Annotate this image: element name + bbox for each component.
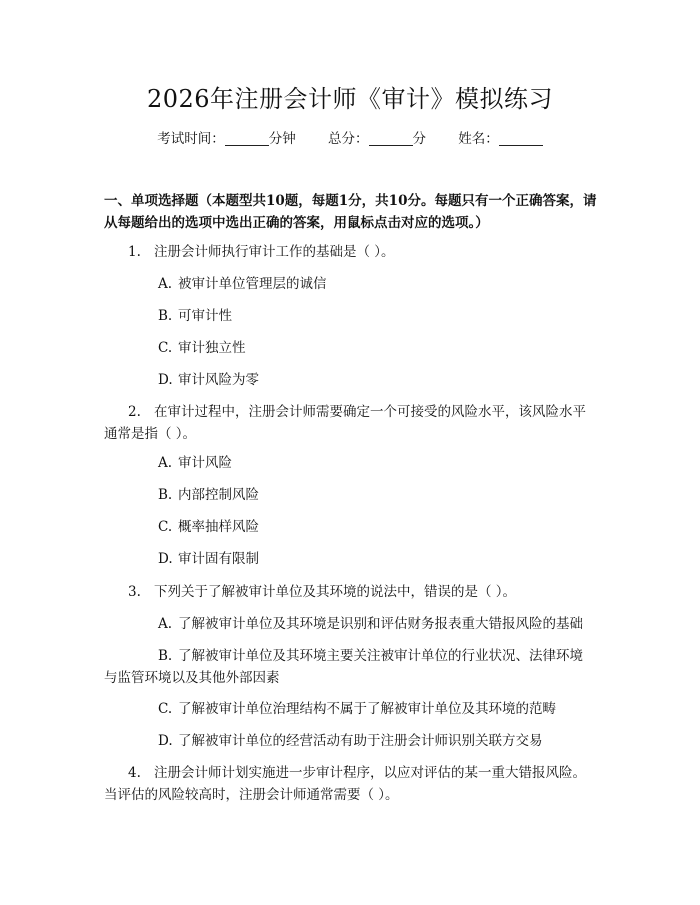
question-1	[104, 241, 596, 263]
question-text: 下列关于了解被审计单位及其环境的说法中，错误的是（ ）。	[154, 584, 517, 600]
student-name	[458, 131, 543, 147]
option-letter: C.	[158, 701, 173, 717]
option-text: 了解被审计单位治理结构不属于了解被审计单位及其环境的范畴	[178, 701, 556, 717]
option-text: 审计风险	[178, 455, 232, 471]
time-blank	[225, 131, 269, 146]
question-text: 注册会计师计划实施进一步审计程序，以应对评估的某一重大错报风险。当评估的风险较高时，注册会计师通常需要（ ）。	[104, 765, 586, 803]
option-letter: D.	[158, 372, 173, 388]
question-4	[104, 762, 596, 806]
option-text: 可审计性	[178, 308, 232, 324]
option-1a[interactable]	[104, 273, 596, 295]
option-letter: A.	[158, 616, 173, 632]
question-text: 注册会计师执行审计工作的基础是（ ）。	[154, 244, 395, 260]
option-letter: A.	[158, 455, 173, 471]
option-2a[interactable]	[104, 452, 596, 474]
option-text: 被审计单位管理层的诚信	[178, 276, 327, 292]
section-heading: 一、单项选择题（本题型共10题，每题1分，共10分。每题只有一个正确答案，请从每题给出的选项中选出正确的答案，用鼠标点击对应的选项。）	[104, 193, 597, 231]
option-text: 内部控制风险	[178, 487, 259, 503]
option-letter: B.	[158, 487, 173, 503]
time-label: 考试时间：	[157, 131, 225, 147]
exam-meta	[0, 128, 700, 150]
time-unit: 分钟	[268, 131, 296, 147]
question-3	[104, 581, 596, 603]
option-text: 审计风险为零	[178, 372, 259, 388]
score-label: 总分：	[328, 131, 369, 147]
option-2b[interactable]	[104, 484, 596, 506]
score-unit: 分	[412, 131, 426, 147]
option-1c[interactable]	[104, 337, 596, 359]
option-1b[interactable]	[104, 305, 596, 327]
total-score	[328, 131, 426, 147]
option-1d[interactable]	[104, 369, 596, 391]
score-blank	[369, 131, 413, 146]
question-2	[104, 401, 596, 445]
option-3d[interactable]	[104, 730, 596, 752]
option-text: 了解被审计单位及其环境主要关注被审计单位的行业状况、法律环境与监管环境以及其他外部因素	[104, 648, 583, 686]
option-text: 审计固有限制	[178, 551, 259, 567]
question-text: 在审计过程中，注册会计师需要确定一个可接受的风险水平，该风险水平通常是指（ ）。	[104, 404, 586, 442]
option-3c[interactable]	[104, 698, 596, 720]
option-3b[interactable]	[104, 645, 596, 689]
option-letter: B.	[158, 308, 173, 324]
question-number: 3.	[128, 584, 141, 600]
page-title: 2026年注册会计师《审计》模拟练习	[146, 85, 554, 113]
exam-time	[157, 131, 296, 147]
option-2c[interactable]	[104, 516, 596, 538]
option-text: 概率抽样风险	[178, 519, 259, 535]
question-number: 4.	[128, 765, 141, 781]
option-letter: D.	[158, 551, 173, 567]
option-letter: A.	[158, 276, 173, 292]
name-blank	[499, 131, 543, 146]
option-letter: B.	[158, 648, 173, 664]
option-text: 了解被审计单位的经营活动有助于注册会计师识别关联方交易	[178, 733, 543, 749]
option-letter: C.	[158, 340, 173, 356]
option-2d[interactable]	[104, 548, 596, 570]
option-letter: D.	[158, 733, 173, 749]
option-text: 审计独立性	[178, 340, 246, 356]
option-letter: C.	[158, 519, 173, 535]
name-label: 姓名：	[458, 131, 499, 147]
question-number: 2.	[128, 404, 141, 420]
option-text: 了解被审计单位及其环境是识别和评估财务报表重大错报风险的基础	[178, 616, 583, 632]
question-number: 1.	[128, 244, 141, 260]
option-3a[interactable]	[104, 613, 596, 635]
